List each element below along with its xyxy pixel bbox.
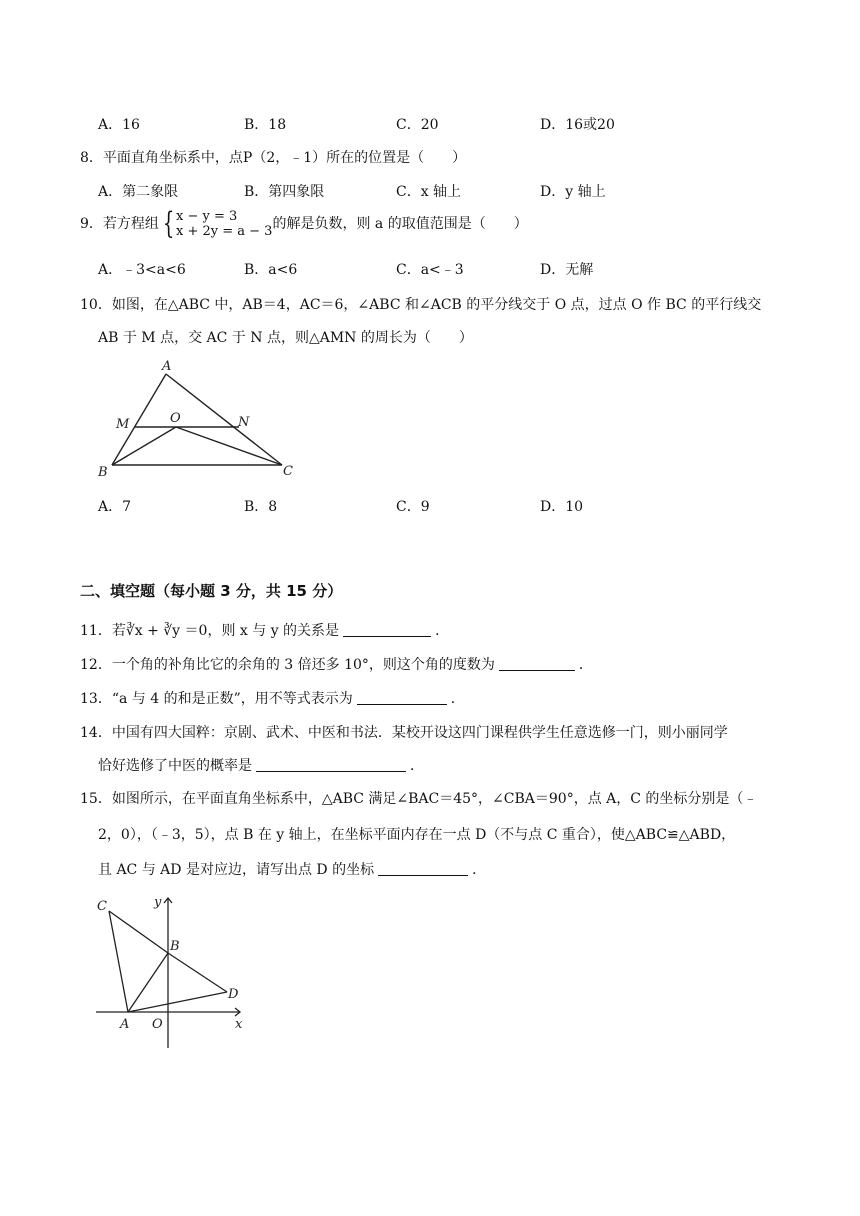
q14-stem-line2	[98, 755, 424, 775]
q15-text: 且 AC 与 AD 是对应边，请写出点 D 的坐标	[98, 862, 375, 878]
q15-stem-line3	[98, 859, 486, 879]
q8-option-b[interactable]: B．第四象限	[244, 184, 325, 200]
q8-option-a[interactable]: A．第二象限	[98, 184, 179, 200]
q8-option-c[interactable]: C．x 轴上	[396, 184, 462, 200]
label-d: D	[228, 987, 239, 1002]
q7-option-c[interactable]: C．20	[396, 117, 439, 133]
q9-option-b[interactable]: B．a<6	[244, 262, 298, 278]
label-b: B	[98, 465, 108, 480]
q15-stem-line1: 15．如图所示，在平面直角坐标系中，△ABC 满足∠BAC＝45°，∠CBA＝90°，点 A，C 的坐标分别是（﹣	[80, 791, 758, 807]
line-ac	[166, 374, 282, 465]
q11-stem	[80, 620, 449, 640]
q9-stem	[80, 206, 528, 241]
q9-eq1: x − y = 3	[176, 209, 238, 224]
q9-option-c[interactable]: C．a<﹣3	[396, 262, 464, 278]
q14-text: 恰好选修了中医的概率是	[98, 758, 252, 774]
q9-suffix: 的解是负数，则 a 的取值范围是（ ）	[272, 216, 528, 232]
q9-equation-system	[176, 209, 272, 239]
segment-cb	[109, 911, 168, 953]
segment-ab	[128, 953, 168, 1012]
q10-option-b[interactable]: B．8	[244, 499, 278, 515]
label-o: O	[170, 411, 181, 426]
line-co	[176, 427, 282, 465]
segment-ad	[128, 992, 227, 1012]
q10-triangle-figure	[92, 356, 302, 482]
q10-option-c[interactable]: C．9	[396, 499, 430, 515]
q12-answer-blank[interactable]	[499, 656, 575, 671]
q9-brace: {	[162, 206, 175, 241]
q10-stem-line1: 10．如图，在△ABC 中，AB＝4，AC＝6，∠ABC 和∠ACB 的平分线交于 O 点，过点 O 作 BC 的平行线交	[80, 297, 762, 313]
q9-option-d[interactable]: D．无解	[540, 262, 594, 278]
q14-answer-blank[interactable]	[256, 757, 406, 772]
label-y: y	[154, 895, 162, 910]
q13-end: ．	[450, 691, 465, 707]
q11-text: 11．若∛x + ∛y ＝0，则 x 与 y 的关系是	[80, 623, 340, 639]
q10-option-a[interactable]: A．7	[98, 499, 132, 515]
q13-stem	[80, 688, 465, 708]
label-b: B	[170, 939, 180, 954]
q11-end: ．	[435, 623, 450, 639]
q11-answer-blank[interactable]	[343, 622, 431, 637]
q14-stem-line1: 14．中国有四大国粹：京剧、武术、中医和书法．某校开设这四门课程供学生任意选修一门，则小丽同学	[80, 725, 728, 741]
segment-bd	[168, 953, 227, 992]
q13-answer-blank[interactable]	[357, 690, 447, 705]
label-c: C	[283, 464, 293, 479]
q8-stem: 8．平面直角坐标系中，点P（2，﹣1）所在的位置是（ ）	[80, 150, 467, 166]
section-2-title: 二、填空题（每小题 3 分，共 15 分）	[80, 582, 343, 600]
q15-answer-blank[interactable]	[378, 861, 468, 876]
q15-stem-line2: 2，0），（﹣3，5），点 B 在 y 轴上，在坐标平面内存在一点 D（不与点 C 重合），使△ABC≌△ABD，	[98, 827, 736, 843]
q14-end: ．	[410, 758, 424, 774]
segment-ca	[109, 911, 128, 1012]
q12-stem	[80, 654, 593, 674]
q12-end: ．	[578, 657, 593, 673]
label-o: O	[152, 1017, 163, 1032]
q10-option-d[interactable]: D．10	[540, 499, 584, 515]
q13-text: 13．“a 与 4 的和是正数”，用不等式表示为	[80, 691, 353, 707]
q7-option-b[interactable]: B．18	[244, 117, 287, 133]
q15-coordinate-figure	[90, 888, 250, 1054]
q9-prefix: 9．若方程组	[80, 216, 159, 232]
q7-option-a[interactable]: A．16	[98, 117, 140, 133]
label-a: A	[162, 359, 172, 374]
q9-option-a[interactable]: A．﹣3<a<6	[98, 262, 186, 278]
label-c: C	[97, 899, 107, 914]
q9-eq2: x + 2y = a − 3	[176, 224, 273, 239]
label-n: N	[238, 415, 250, 430]
q12-text: 12．一个角的补角比它的余角的 3 倍还多 10°，则这个角的度数为	[80, 657, 495, 673]
label-a: A	[120, 1017, 130, 1032]
line-bo	[112, 427, 176, 465]
label-x: x	[235, 1017, 243, 1032]
q8-option-d[interactable]: D．y 轴上	[540, 184, 606, 200]
label-m: M	[116, 417, 130, 432]
q15-end: ．	[472, 862, 487, 878]
q7-option-d[interactable]: D．16或20	[540, 117, 615, 133]
q10-stem-line2: AB 于 M 点，交 AC 于 N 点，则△AMN 的周长为（ ）	[98, 330, 473, 346]
